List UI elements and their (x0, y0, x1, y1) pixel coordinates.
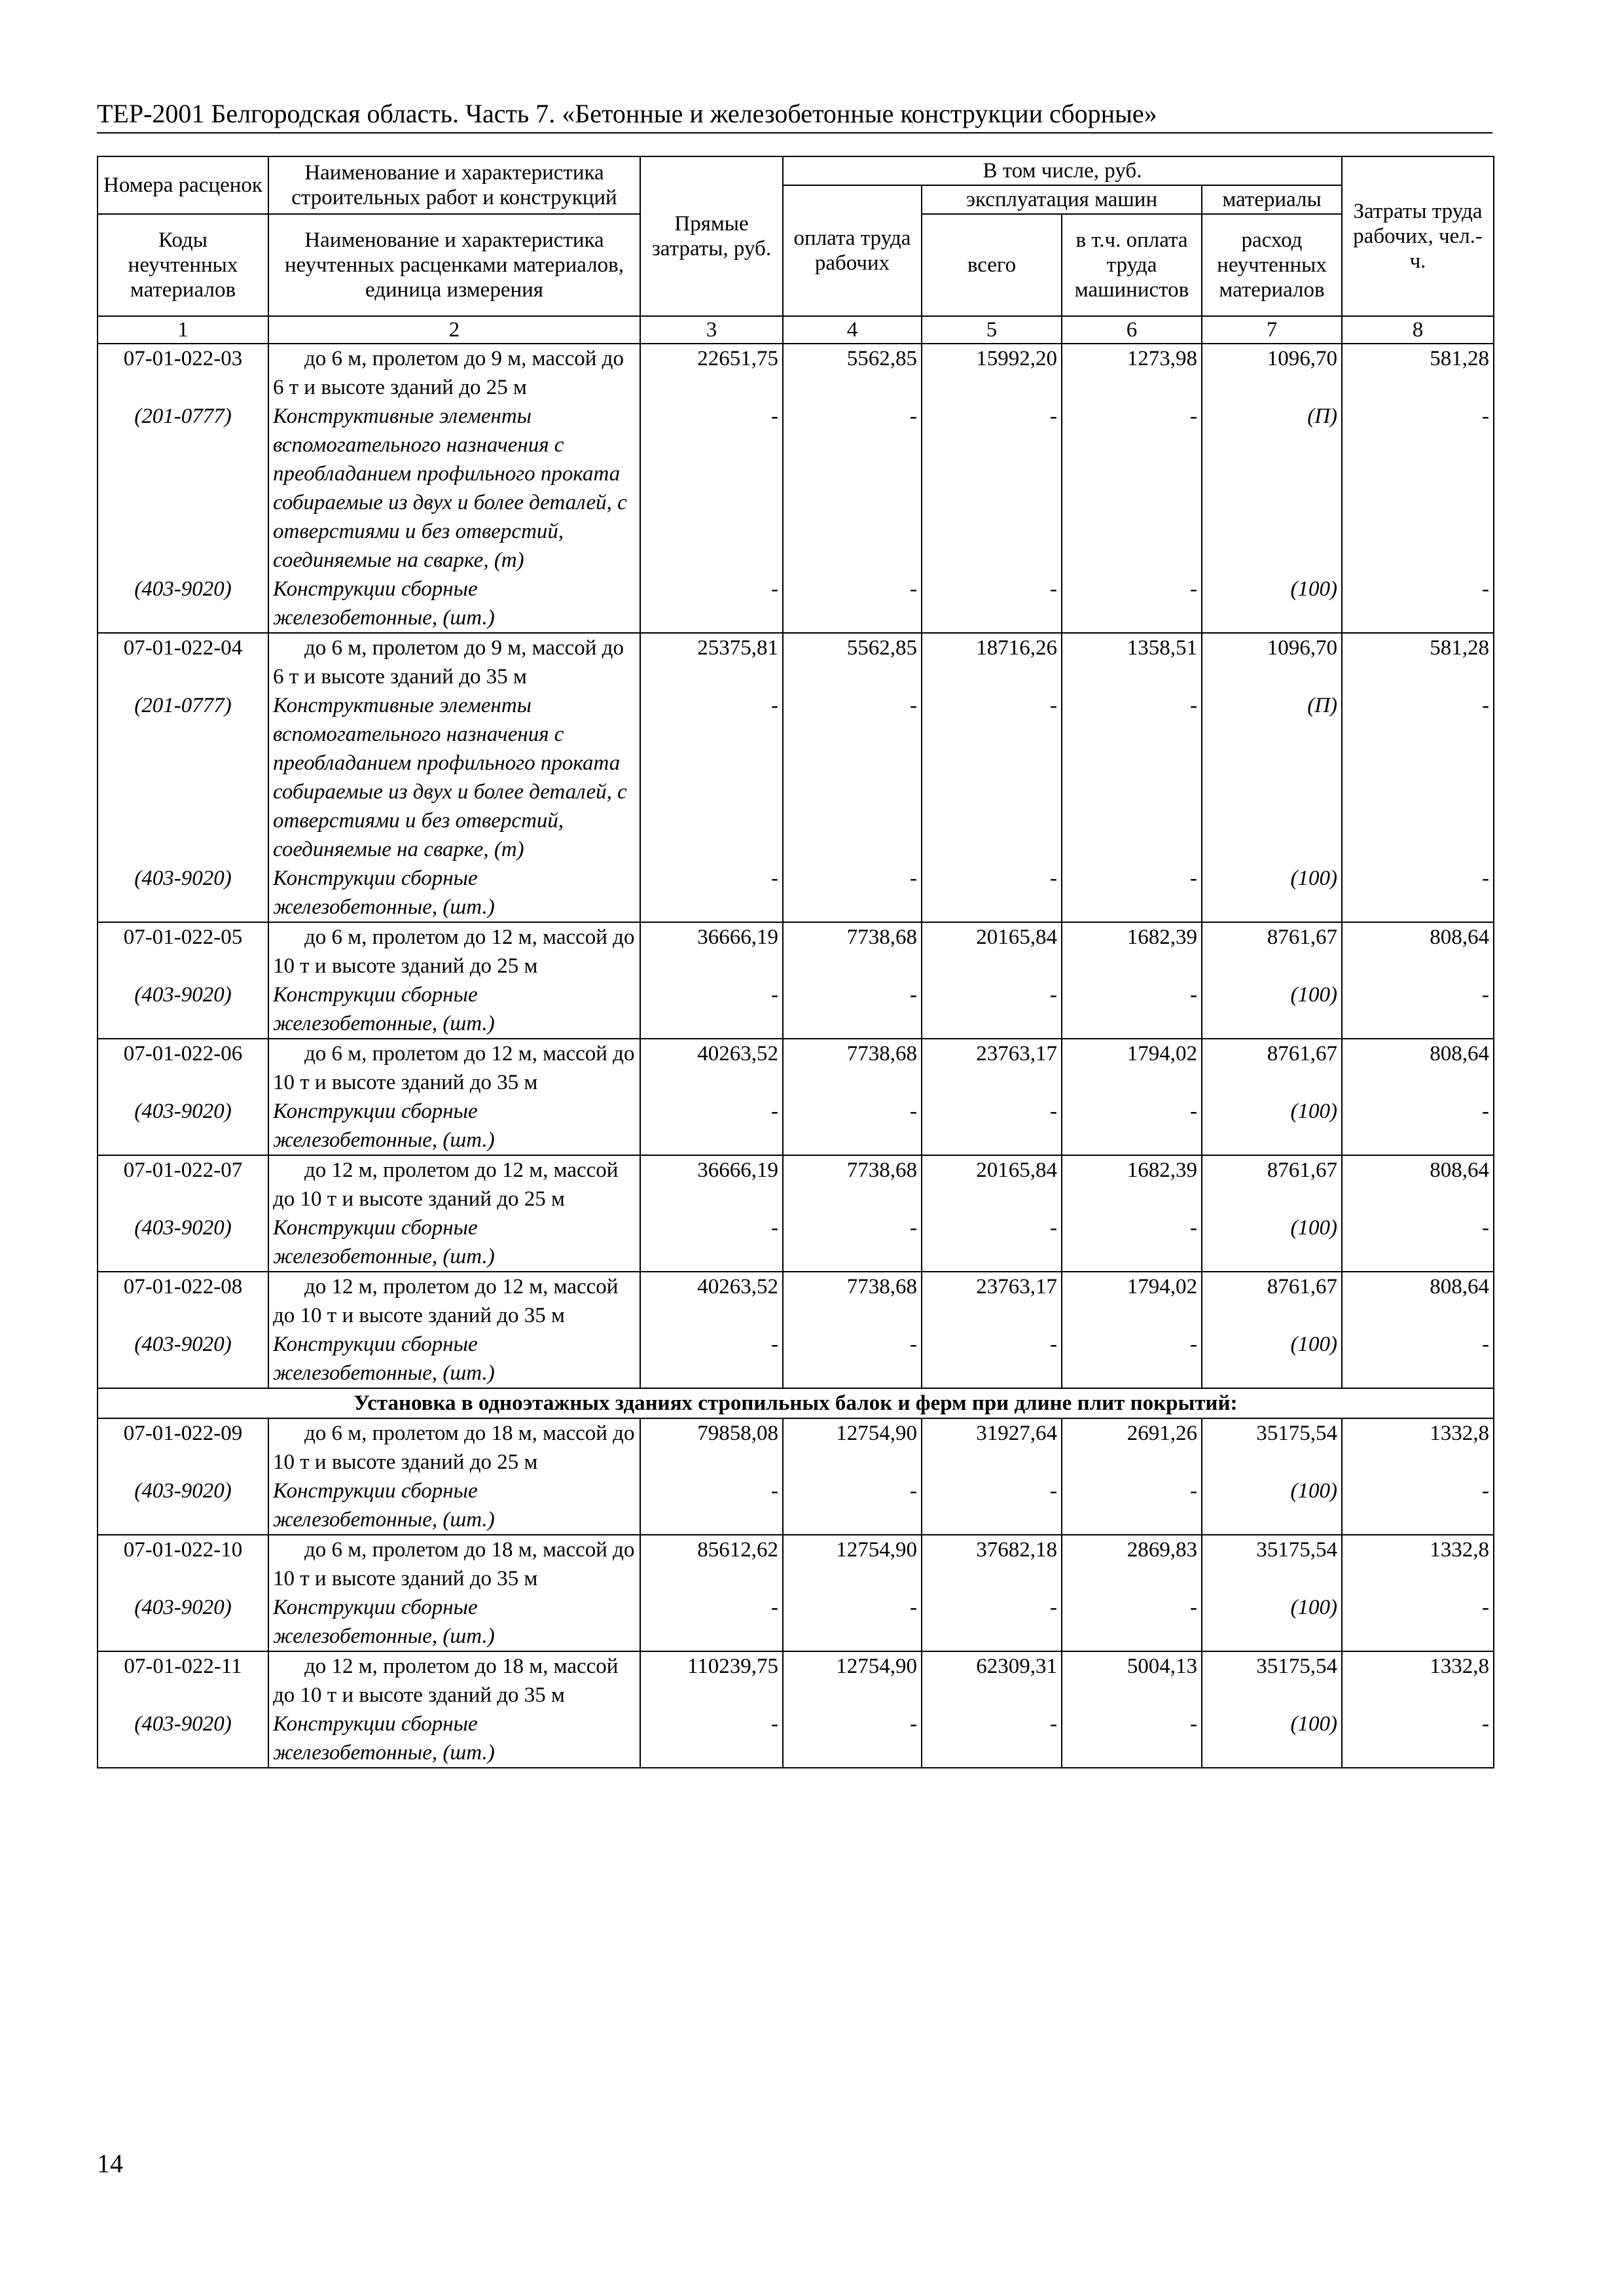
dash-value: - (1190, 1333, 1197, 1356)
value-cell (1062, 344, 1202, 633)
work-name: до 6 м, пролетом до 18 м, массой до 10 т и высоте зданий до 35 м (273, 1538, 635, 1590)
work-name-cell (268, 1039, 640, 1155)
dash-value: - (1482, 1333, 1490, 1356)
cost-value: 1332,8 (1430, 1538, 1490, 1562)
table-row (98, 344, 1494, 633)
dash-value: - (1050, 983, 1057, 1007)
dash-value: - (1190, 577, 1197, 601)
cost-value: 12754,90 (836, 1538, 917, 1562)
dash-value: - (1190, 1712, 1197, 1736)
cost-value: 40263,52 (697, 1275, 778, 1299)
value-cell (1202, 1155, 1342, 1272)
value-cell (783, 1418, 922, 1535)
value-cell (922, 1418, 1062, 1535)
cost-value: 8761,67 (1267, 1042, 1338, 1066)
rate-code: 07-01-022-03 (123, 347, 243, 370)
value-cell (1062, 1418, 1202, 1535)
material-code: (403-9020) (134, 1479, 232, 1503)
material-qty: (П) (1307, 404, 1338, 428)
material-code: (403-9020) (134, 1333, 232, 1356)
cost-value: 808,64 (1430, 925, 1490, 949)
value-cell (1062, 1272, 1202, 1388)
material-code: (403-9020) (134, 1712, 232, 1736)
table-row (98, 1535, 1494, 1651)
rate-code: 07-01-022-08 (123, 1275, 243, 1299)
col-machinist-wages: в т.ч. оплата труда машинистов (1062, 214, 1202, 316)
dash-value: - (1482, 694, 1490, 717)
table-row (98, 1155, 1494, 1272)
value-cell (783, 1155, 922, 1272)
material-qty: (100) (1290, 867, 1338, 890)
value-cell (1342, 1039, 1494, 1155)
dash-value: - (1482, 867, 1490, 890)
dash-value: - (910, 1712, 917, 1736)
material-code: (403-9020) (134, 867, 232, 890)
work-name-cell (268, 922, 640, 1039)
value-cell (1202, 1651, 1342, 1768)
dash-value: - (1190, 1100, 1197, 1123)
dash-value: - (910, 1333, 917, 1356)
rate-code-cell (98, 1418, 268, 1535)
table-row (98, 1039, 1494, 1155)
value-cell (1342, 633, 1494, 922)
work-name: до 12 м, пролетом до 12 м, массой до 10 т и высоте зданий до 25 м (273, 1158, 619, 1211)
dash-value: - (1482, 1596, 1490, 1619)
work-name-cell (268, 344, 640, 633)
dash-value: - (910, 694, 917, 717)
dash-value: - (771, 694, 778, 717)
cost-value: 8761,67 (1267, 1275, 1338, 1299)
value-cell (640, 344, 783, 633)
cost-value: 15992,20 (976, 347, 1057, 370)
cost-value: 5562,85 (846, 636, 917, 660)
material-name: Конструкции сборные железобетонные, (шт.) (273, 1596, 495, 1648)
cost-value: 581,28 (1430, 347, 1490, 370)
dash-value: - (771, 1333, 778, 1356)
col-labor-hours: Затраты труда рабочих, чел.-ч. (1342, 156, 1494, 316)
value-cell (640, 1535, 783, 1651)
table-row (98, 1272, 1494, 1388)
cost-value: 23763,17 (976, 1275, 1057, 1299)
cost-value: 581,28 (1430, 636, 1490, 660)
cost-value: 808,64 (1430, 1042, 1490, 1066)
cost-value: 35175,54 (1256, 1655, 1338, 1678)
rate-code-cell (98, 922, 268, 1039)
cost-value: 5562,85 (846, 347, 917, 370)
value-cell (1342, 922, 1494, 1039)
cost-value: 1358,51 (1127, 636, 1197, 660)
work-name: до 6 м, пролетом до 9 м, массой до 6 т и высоте зданий до 25 м (273, 347, 624, 399)
col-material-codes: Коды неучтенных материалов (98, 214, 268, 316)
material-name: Конструкции сборные железобетонные, (шт.) (273, 1100, 495, 1152)
material-qty: (П) (1307, 694, 1338, 717)
value-cell (1062, 1651, 1202, 1768)
cost-value: 12754,90 (836, 1655, 917, 1678)
cost-value: 1682,39 (1127, 925, 1197, 949)
cost-value: 1794,02 (1127, 1042, 1197, 1066)
price-table (97, 156, 1494, 1768)
col-wages: оплата труда рабочих (783, 185, 922, 316)
material-code: (403-9020) (134, 1100, 232, 1123)
value-cell (1342, 1272, 1494, 1388)
cost-value: 7738,68 (846, 925, 917, 949)
dash-value: - (1190, 983, 1197, 1007)
value-cell (783, 1272, 922, 1388)
material-name: Конструкции сборные железобетонные, (шт.) (273, 1712, 495, 1765)
work-name-cell (268, 1272, 640, 1388)
dash-value: - (1190, 867, 1197, 890)
cost-value: 35175,54 (1256, 1422, 1338, 1445)
value-cell (1202, 1418, 1342, 1535)
col-material-consumption: расход неучтенных материалов (1202, 214, 1342, 316)
dash-value: - (910, 1216, 917, 1240)
dash-value: - (1190, 404, 1197, 428)
cost-value: 8761,67 (1267, 925, 1338, 949)
cost-value: 20165,84 (976, 925, 1057, 949)
cost-value: 36666,19 (697, 1158, 778, 1182)
value-cell (640, 1651, 783, 1768)
material-name: Конструкции сборные железобетонные, (шт.) (273, 983, 495, 1035)
dash-value: - (910, 404, 917, 428)
rate-code: 07-01-022-05 (123, 925, 243, 949)
material-code: (403-9020) (134, 1596, 232, 1619)
dash-value: - (1050, 694, 1057, 717)
value-cell (783, 344, 922, 633)
dash-value: - (771, 1596, 778, 1619)
dash-value: - (1050, 1100, 1057, 1123)
value-cell (1062, 1535, 1202, 1651)
material-code: (201-0777) (134, 694, 232, 717)
rate-code: 07-01-022-04 (123, 636, 243, 660)
dash-value: - (1050, 1333, 1057, 1356)
work-name: до 12 м, пролетом до 18 м, массой до 10 т и высоте зданий до 35 м (273, 1655, 619, 1707)
cost-value: 25375,81 (697, 636, 778, 660)
rate-code-cell (98, 1155, 268, 1272)
col-number: 8 (1342, 316, 1494, 344)
dash-value: - (1190, 694, 1197, 717)
value-cell (640, 1418, 783, 1535)
cost-value: 40263,52 (697, 1042, 778, 1066)
value-cell (1202, 633, 1342, 922)
dash-value: - (1190, 1596, 1197, 1619)
material-code: (403-9020) (134, 1216, 232, 1240)
value-cell (783, 1651, 922, 1768)
dash-value: - (1482, 1479, 1490, 1503)
work-name-cell (268, 633, 640, 922)
table-row (98, 1651, 1494, 1768)
cost-value: 8761,67 (1267, 1158, 1338, 1182)
cost-value: 1332,8 (1430, 1422, 1490, 1445)
rate-code-cell (98, 1039, 268, 1155)
cost-value: 85612,62 (697, 1538, 778, 1562)
work-name-cell (268, 1155, 640, 1272)
material-name: Конструкции сборные железобетонные, (шт.) (273, 1479, 495, 1532)
rate-code-cell (98, 1651, 268, 1768)
dash-value: - (771, 1216, 778, 1240)
value-cell (1202, 1272, 1342, 1388)
cost-value: 1096,70 (1267, 347, 1338, 370)
value-cell (783, 922, 922, 1039)
value-cell (922, 344, 1062, 633)
value-cell (783, 633, 922, 922)
rate-code-cell (98, 1535, 268, 1651)
value-cell (1342, 1535, 1494, 1651)
dash-value: - (1050, 404, 1057, 428)
value-cell (640, 633, 783, 922)
col-number: 3 (640, 316, 783, 344)
cost-value: 1794,02 (1127, 1275, 1197, 1299)
value-cell (1342, 1418, 1494, 1535)
table-row (98, 1418, 1494, 1535)
material-name: Конструкции сборные железобетонные, (шт.) (273, 867, 495, 919)
dash-value: - (1482, 1100, 1490, 1123)
material-code: (201-0777) (134, 404, 232, 428)
cost-value: 37682,18 (976, 1538, 1057, 1562)
col-number: 5 (922, 316, 1062, 344)
work-name: до 6 м, пролетом до 9 м, массой до 6 т и высоте зданий до 35 м (273, 636, 624, 689)
value-cell (640, 922, 783, 1039)
page-header: ТЕР-2001 Белгородская область. Часть 7. «Бетонные и железобетонные конструкции сборные» (97, 97, 1492, 134)
col-material-names: Наименование и характеристика неучтенных расценками материалов, единица измерения (268, 214, 640, 316)
value-cell (1062, 1155, 1202, 1272)
col-machines-total: всего (922, 214, 1062, 316)
cost-value: 110239,75 (687, 1655, 778, 1678)
value-cell (922, 1651, 1062, 1768)
rate-code-cell (98, 1272, 268, 1388)
col-work-name: Наименование и характеристика строительных работ и конструкций (268, 156, 640, 214)
value-cell (1062, 922, 1202, 1039)
work-name: до 6 м, пролетом до 12 м, массой до 10 т и высоте зданий до 25 м (273, 925, 635, 978)
dash-value: - (1050, 867, 1057, 890)
cost-value: 7738,68 (846, 1158, 917, 1182)
dash-value: - (1482, 1216, 1490, 1240)
cost-value: 62309,31 (976, 1655, 1057, 1678)
material-qty: (100) (1290, 1596, 1338, 1619)
dash-value: - (1050, 1216, 1057, 1240)
col-rate-numbers: Номера расценок (98, 156, 268, 214)
work-name: до 6 м, пролетом до 12 м, массой до 10 т и высоте зданий до 35 м (273, 1042, 635, 1094)
dash-value: - (1050, 1712, 1057, 1736)
value-cell (783, 1039, 922, 1155)
value-cell (922, 1272, 1062, 1388)
dash-value: - (1482, 404, 1490, 428)
dash-value: - (1050, 1596, 1057, 1619)
value-cell (1342, 1155, 1494, 1272)
dash-value: - (1190, 1216, 1197, 1240)
rate-code: 07-01-022-10 (123, 1538, 243, 1562)
dash-value: - (771, 1479, 778, 1503)
cost-value: 1332,8 (1430, 1655, 1490, 1678)
material-name: Конструктивные элементы вспомогательного назначения с преобладанием профильного проката собираемые из двух и более деталей, с отверстиями и без отверстий, соединяемые на сварке, (т) (273, 404, 627, 572)
material-qty: (100) (1290, 983, 1338, 1007)
dash-value: - (771, 1100, 778, 1123)
dash-value: - (1050, 577, 1057, 601)
value-cell (1202, 922, 1342, 1039)
value-cell (922, 1039, 1062, 1155)
col-number: 4 (783, 316, 922, 344)
cost-value: 2691,26 (1127, 1422, 1197, 1445)
material-code: (403-9020) (134, 983, 232, 1007)
value-cell (640, 1155, 783, 1272)
value-cell (783, 1535, 922, 1651)
cost-value: 79858,08 (697, 1422, 778, 1445)
page-number: 14 (97, 2149, 123, 2178)
material-qty: (100) (1290, 1216, 1338, 1240)
dash-value: - (910, 867, 917, 890)
table-row (98, 922, 1494, 1039)
rate-code: 07-01-022-11 (124, 1655, 242, 1678)
value-cell (922, 633, 1062, 922)
material-name: Конструкции сборные железобетонные, (шт.) (273, 1333, 495, 1385)
value-cell (1342, 1651, 1494, 1768)
cost-value: 35175,54 (1256, 1538, 1338, 1562)
material-qty: (100) (1290, 1712, 1338, 1736)
col-number: 6 (1062, 316, 1202, 344)
work-name-cell (268, 1535, 640, 1651)
value-cell (922, 1535, 1062, 1651)
work-name-cell (268, 1418, 640, 1535)
cost-value: 808,64 (1430, 1158, 1490, 1182)
value-cell (922, 922, 1062, 1039)
value-cell (1342, 344, 1494, 633)
col-including: В том числе, руб. (783, 156, 1342, 185)
table-row (98, 633, 1494, 922)
cost-value: 7738,68 (846, 1275, 917, 1299)
dash-value: - (910, 983, 917, 1007)
cost-value: 2869,83 (1127, 1538, 1197, 1562)
cost-value: 31927,64 (976, 1422, 1057, 1445)
cost-value: 36666,19 (697, 925, 778, 949)
dash-value: - (1190, 1479, 1197, 1503)
dash-value: - (1482, 1712, 1490, 1736)
cost-value: 1682,39 (1127, 1158, 1197, 1182)
col-number: 7 (1202, 316, 1342, 344)
value-cell (640, 1272, 783, 1388)
col-number: 1 (98, 316, 268, 344)
material-name: Конструктивные элементы вспомогательного назначения с преобладанием профильного проката собираемые из двух и более деталей, с отверстиями и без отверстий, соединяемые на сварке, (т) (273, 694, 627, 861)
dash-value: - (1482, 577, 1490, 601)
cost-value: 7738,68 (846, 1042, 917, 1066)
value-cell (1202, 344, 1342, 633)
value-cell (1062, 1039, 1202, 1155)
dash-value: - (910, 1479, 917, 1503)
dash-value: - (771, 983, 778, 1007)
rate-code: 07-01-022-09 (123, 1422, 243, 1445)
material-qty: (100) (1290, 577, 1338, 601)
dash-value: - (910, 1596, 917, 1619)
col-machines: эксплуатация машин (922, 185, 1202, 214)
value-cell (1202, 1039, 1342, 1155)
material-qty: (100) (1290, 1100, 1338, 1123)
cost-value: 808,64 (1430, 1275, 1490, 1299)
work-name-cell (268, 1651, 640, 1768)
rate-code: 07-01-022-07 (123, 1158, 243, 1182)
dash-value: - (910, 577, 917, 601)
dash-value: - (910, 1100, 917, 1123)
cost-value: 1273,98 (1127, 347, 1197, 370)
rate-code: 07-01-022-06 (123, 1042, 243, 1066)
rate-code-cell (98, 633, 268, 922)
section-title: Установка в одноэтажных зданиях стропильных балок и ферм при длине плит покрытий: (98, 1388, 1494, 1418)
cost-value: 5004,13 (1127, 1655, 1197, 1678)
rate-code-cell (98, 344, 268, 633)
dash-value: - (771, 867, 778, 890)
material-code: (403-9020) (134, 577, 232, 601)
cost-value: 1096,70 (1267, 636, 1338, 660)
value-cell (1202, 1535, 1342, 1651)
dash-value: - (771, 404, 778, 428)
material-qty: (100) (1290, 1479, 1338, 1503)
cost-value: 20165,84 (976, 1158, 1057, 1182)
work-name: до 6 м, пролетом до 18 м, массой до 10 т и высоте зданий до 25 м (273, 1422, 635, 1474)
cost-value: 18716,26 (976, 636, 1057, 660)
cost-value: 12754,90 (836, 1422, 917, 1445)
work-name: до 12 м, пролетом до 12 м, массой до 10 т и высоте зданий до 35 м (273, 1275, 619, 1327)
col-number: 2 (268, 316, 640, 344)
col-direct-costs: Прямые затраты, руб. (640, 156, 783, 316)
cost-value: 22651,75 (697, 347, 778, 370)
dash-value: - (771, 577, 778, 601)
material-qty: (100) (1290, 1333, 1338, 1356)
material-name: Конструкции сборные железобетонные, (шт.) (273, 1216, 495, 1268)
cost-value: 23763,17 (976, 1042, 1057, 1066)
dash-value: - (771, 1712, 778, 1736)
value-cell (1062, 633, 1202, 922)
col-materials: материалы (1202, 185, 1342, 214)
section-row (98, 1388, 1494, 1418)
dash-value: - (1050, 1479, 1057, 1503)
value-cell (640, 1039, 783, 1155)
value-cell (922, 1155, 1062, 1272)
dash-value: - (1482, 983, 1490, 1007)
material-name: Конструкции сборные железобетонные, (шт.) (273, 577, 495, 630)
